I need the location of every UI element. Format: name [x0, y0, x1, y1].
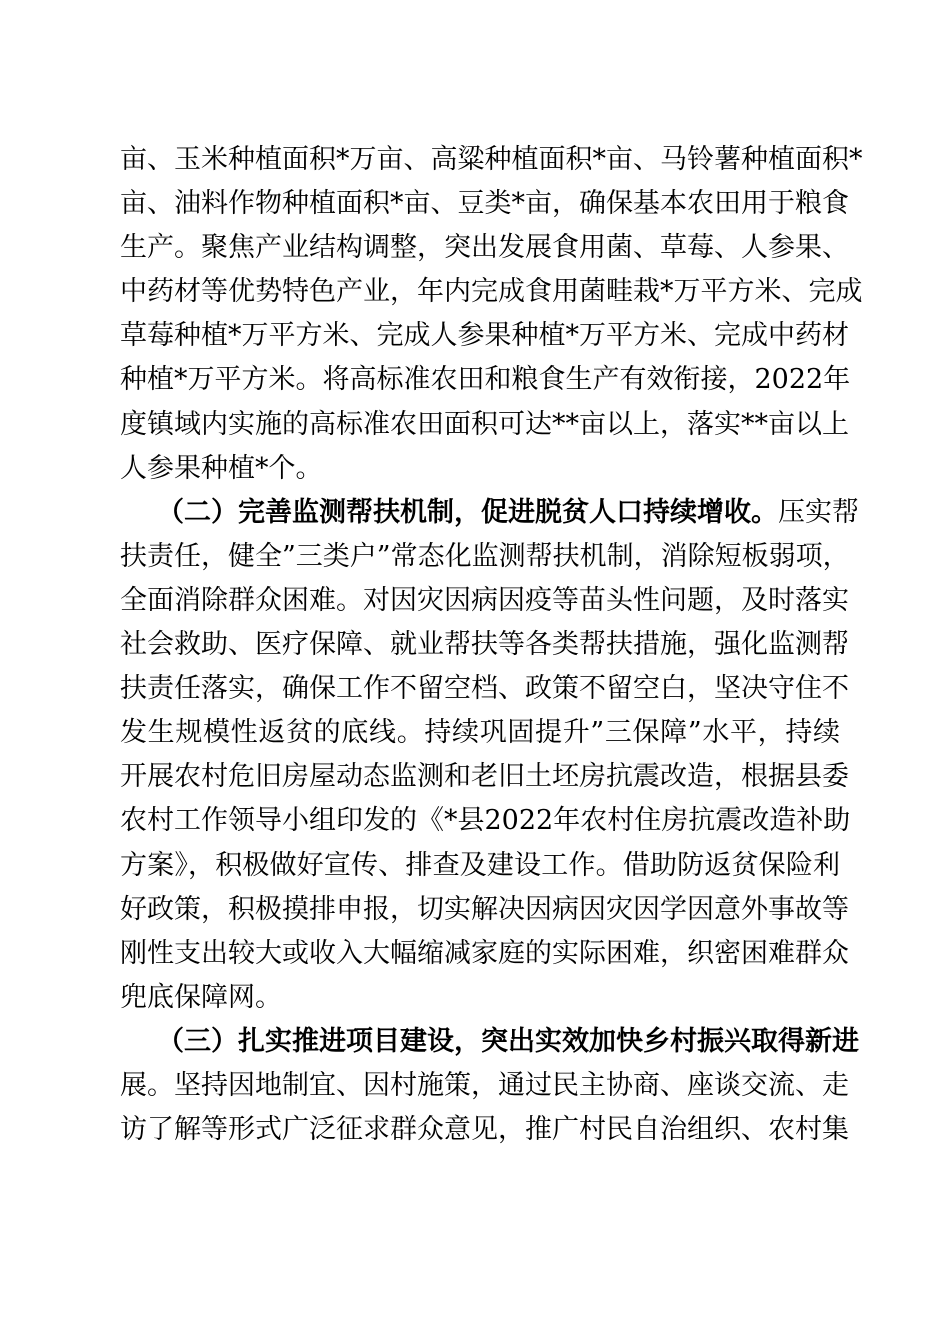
- text-line: 中药材等优势特色产业，年内完成食用菌畦栽*万平方米、完成: [120, 276, 863, 308]
- section-3-heading-line: [120, 1020, 859, 1064]
- text-line: 草莓种植*万平方米、完成人参果种植*万平方米、完成中药材: [120, 320, 849, 352]
- text-line: 生产。聚焦产业结构调整，突出发展食用菌、草莓、人参果、: [120, 232, 849, 264]
- text-line: 兜底保障网。: [120, 981, 282, 1013]
- text-line: 发生规模性返贫的底线。持续巩固提升”三保障”水平，持续: [120, 717, 840, 749]
- section-2-heading: （二）完善监测帮扶机制，促进脱贫人口持续增收。: [157, 496, 778, 528]
- section-3-heading: （三）扎实推进项目建设，突出实效加快乡村振兴取得新进: [157, 1025, 859, 1057]
- section-2-heading-rest: 压实帮: [778, 496, 859, 528]
- text-line: 方案》，积极做好宣传、排查及建设工作。借助防返贫保险利: [120, 849, 840, 881]
- body-text: [120, 138, 863, 1152]
- text-line: 扶责任落实，确保工作不留空档、政策不留空白，坚决守住不: [120, 673, 849, 705]
- text-line: 种植*万平方米。将高标准农田和粮食生产有效衔接，2022年: [120, 364, 851, 396]
- text-line: 刚性支出较大或收入大幅缩减家庭的实际困难，织密困难群众: [120, 937, 849, 969]
- text-line: 农村工作领导小组印发的《*县2022年农村住房抗震改造补助: [120, 805, 851, 837]
- text-line: 度镇域内实施的高标准农田面积可达**亩以上，落实**亩以上: [120, 408, 849, 440]
- text-line: 全面消除群众困难。对因灾因病因疫等苗头性问题，及时落实: [120, 584, 849, 616]
- text-line: 社会救助、医疗保障、就业帮扶等各类帮扶措施，强化监测帮: [120, 629, 849, 661]
- text-line: 扶责任，健全”三类户”常态化监测帮扶机制，消除短板弱项，: [120, 540, 850, 572]
- text-line: 开展农村危旧房屋动态监测和老旧土坯房抗震改造，根据县委: [120, 761, 849, 793]
- section-2-heading-line: [120, 491, 859, 535]
- text-line: 亩、油料作物种植面积*亩、豆类*亩，确保基本农田用于粮食: [120, 188, 849, 220]
- text-line: 访了解等形式广泛征求群众意见，推广村民自治组织、农村集: [120, 1114, 849, 1146]
- text-line: 亩、玉米种植面积*万亩、高粱种植面积*亩、马铃薯种植面积*: [120, 144, 863, 175]
- text-line: 好政策，积极摸排申报，切实解决因病因灾因学因意外事故等: [120, 893, 849, 925]
- text-line: 展。坚持因地制宜、因村施策，通过民主协商、座谈交流、走: [120, 1069, 849, 1101]
- text-line: 人参果种植*个。: [120, 452, 323, 484]
